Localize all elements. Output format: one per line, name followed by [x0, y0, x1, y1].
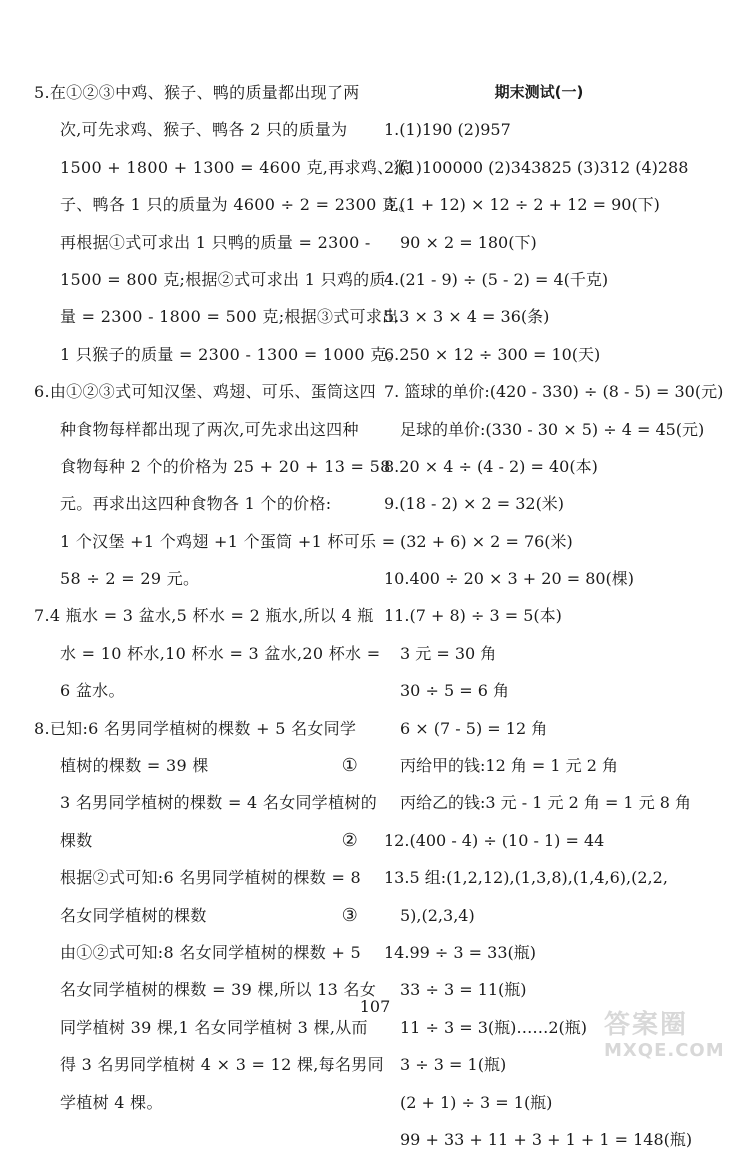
test-answer-11-line-6: 丙给乙的钱:3 元 - 1 元 2 角 = 1 元 8 角	[400, 793, 692, 813]
test-answer-13-line-2: 5),(2,3,4)	[400, 905, 475, 925]
answer-8-line-9: 同学植树 39 棵,1 名女同学植树 3 棵,从而	[60, 1017, 368, 1037]
test-answer-14-line-5: (2 + 1) ÷ 3 = 1(瓶)	[400, 1092, 553, 1112]
test-answer-11-line-4: 6 × (7 - 5) = 12 角	[400, 718, 548, 738]
watermark-url: MXQE.COM	[604, 1040, 725, 1061]
test-answer-14-line-3: 11 ÷ 3 = 3(瓶)……2(瓶)	[400, 1017, 588, 1037]
test-answer-11-line-1: 11.(7 + 8) ÷ 3 = 5(本)	[384, 606, 562, 626]
answer-6-line-4: 元。再求出这四种食物各 1 个的价格:	[60, 494, 332, 514]
section-title: 期末测试(一)	[494, 83, 584, 101]
answer-6-line-2: 种食物每样都出现了两次,可先求出这四种	[60, 419, 359, 439]
test-answer-12: 12.(400 - 4) ÷ (10 - 1) = 44	[384, 830, 605, 850]
test-answer-14-line-6: 99 + 33 + 11 + 3 + 1 + 1 = 148(瓶)	[400, 1129, 693, 1149]
answer-8-line-4	[34, 822, 364, 859]
test-answer-1: 1.(1)190 (2)957	[384, 120, 511, 140]
test-answer-13-line-1: 13.5 组:(1,2,12),(1,3,8),(1,4,6),(2,2,	[384, 868, 668, 888]
answer-8-line-10: 得 3 名男同学植树 4 × 3 = 12 棵,每名男同	[60, 1055, 384, 1075]
test-answer-7-line-2: 足球的单价:(330 - 30 × 5) ÷ 4 = 45(元)	[400, 419, 705, 439]
answer-6-line-5: 1 个汉堡 +1 个鸡翅 +1 个蛋筒 +1 杯可乐 =	[60, 531, 396, 551]
test-answer-9-line-2: (32 + 6) × 2 = 76(米)	[400, 531, 573, 551]
watermark-logo	[604, 1010, 744, 1072]
test-answer-11-line-2: 3 元 = 30 角	[400, 643, 497, 663]
test-answer-10: 10.400 ÷ 20 × 3 + 20 = 80(棵)	[384, 569, 635, 589]
answer-7-line-2: 水 = 10 杯水,10 杯水 = 3 盆水,20 杯水 =	[60, 643, 381, 663]
answer-5-line-5: 再根据①式可求出 1 只鸭的质量 = 2300 -	[60, 232, 371, 252]
equation-mark-1: ①	[341, 755, 358, 777]
test-answer-9-line-1: 9.(18 - 2) × 2 = 32(米)	[384, 494, 565, 514]
answer-6-line-3: 食物每种 2 个的价格为 25 + 20 + 13 = 58	[60, 456, 391, 476]
test-answer-6: 6.250 × 12 ÷ 300 = 10(天)	[384, 344, 601, 364]
answer-8-line-11: 学植树 4 棵。	[60, 1092, 163, 1112]
test-answer-14-line-4: 3 ÷ 3 = 1(瓶)	[400, 1055, 507, 1075]
answer-8-line-5: 根据②式可知:6 名男同学植树的棵数 = 8	[60, 868, 362, 888]
answer-5-line-3: 1500 + 1800 + 1300 = 4600 克,再求鸡、猴	[60, 157, 410, 177]
answer-6-line-6: 58 ÷ 2 = 29 元。	[60, 569, 200, 589]
test-answer-2: 2.(1)100000 (2)343825 (3)312 (4)288	[384, 157, 689, 177]
test-answer-11-line-5: 丙给甲的钱:12 角 = 1 元 2 角	[400, 756, 619, 776]
test-answer-7-line-1: 7. 篮球的单价:(420 - 330) ÷ (8 - 5) = 30(元)	[384, 382, 724, 402]
answer-5-line-4: 子、鸭各 1 只的质量为 4600 ÷ 2 = 2300 克。	[60, 195, 415, 215]
test-answer-14-line-1: 14.99 ÷ 3 = 33(瓶)	[384, 942, 536, 962]
page-number: 107	[359, 997, 391, 1016]
answer-8-line-1: 8.已知:6 名男同学植树的棵数 + 5 名女同学	[34, 718, 357, 738]
answer-8-line-3: 3 名男同学植树的棵数 = 4 名女同学植树的	[60, 793, 378, 813]
answer-5-line-2: 次,可先求鸡、猴子、鸭各 2 只的质量为	[60, 120, 348, 140]
test-answer-8: 8.20 × 4 ÷ (4 - 2) = 40(本)	[384, 456, 598, 476]
answer-5-line-7: 量 = 2300 - 1800 = 500 克;根据③式可求出	[60, 307, 399, 327]
watermark-title: 答案圈	[604, 1010, 689, 1040]
answer-8-line-2-text: 植树的棵数 = 39 棵	[60, 756, 209, 776]
answer-7-line-1: 7.4 瓶水 = 3 盆水,5 杯水 = 2 瓶水,所以 4 瓶	[34, 606, 374, 626]
answer-8-line-7: 由①②式可知:8 名女同学植树的棵数 + 5	[60, 942, 362, 962]
test-answer-3-line-1: 3.(1 + 12) × 12 ÷ 2 + 12 = 90(下)	[384, 195, 660, 215]
answer-5-line-1: 5.在①②③中鸡、猴子、鸭的质量都出现了两	[34, 83, 360, 102]
answer-8-line-6-text: 名女同学植树的棵数	[60, 905, 207, 925]
equation-mark-3: ③	[341, 904, 358, 926]
equation-mark-2: ②	[341, 829, 358, 851]
answer-8-line-8: 名女同学植树的棵数 = 39 棵,所以 13 名女	[60, 980, 377, 1000]
answer-8-line-2	[34, 747, 364, 784]
test-answer-14-line-2: 33 ÷ 3 = 11(瓶)	[400, 980, 527, 1000]
test-answer-4: 4.(21 - 9) ÷ (5 - 2) = 4(千克)	[384, 269, 609, 289]
answer-6-line-1: 6.由①②③式可知汉堡、鸡翅、可乐、蛋筒这四	[34, 382, 376, 402]
answer-8-line-6	[34, 897, 364, 934]
test-answer-11-line-3: 30 ÷ 5 = 6 角	[400, 681, 509, 701]
answer-7-line-3: 6 盆水。	[60, 681, 125, 701]
test-answer-5: 5.3 × 3 × 4 = 36(条)	[384, 307, 550, 327]
test-answer-3-line-2: 90 × 2 = 180(下)	[400, 232, 537, 252]
answer-5-line-6: 1500 = 800 克;根据②式可求出 1 只鸡的质	[60, 269, 386, 289]
answer-8-line-4-text: 棵数	[60, 830, 93, 850]
right-column	[384, 74, 724, 1158]
answer-5-line-8: 1 只猴子的质量 = 2300 - 1300 = 1000 克。	[60, 344, 403, 364]
